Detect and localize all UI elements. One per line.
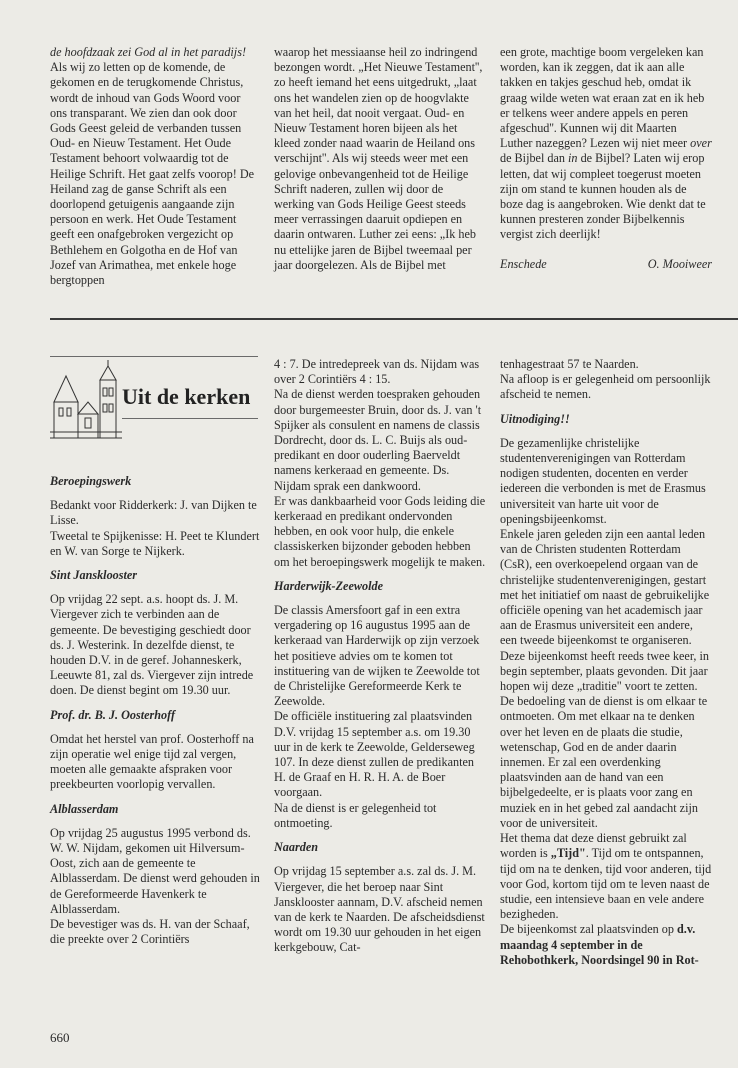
heading-sint-jansklooster: Sint Jansklooster <box>50 568 138 583</box>
italic-in: in <box>568 151 578 166</box>
section-logo <box>50 356 258 442</box>
top-col3-text-c: de Bijbel? Laten wij erop letten, dat wij compleet toegerust moeten zijn om stand te kunnen houden als de boze dag is aangebroken. Wie denkt dat te kunnen presteren zonder Bijbelkennis vergist zich deerlijk! <box>500 151 706 242</box>
paragraph: Omdat het herstel van prof. Oosterhoff na zijn operatie wel enige tijd zal vergen, moeten alle gemaakte afspraken voor preekbeurten voorlopig vervallen. <box>50 731 254 792</box>
signature-place: Enschede <box>500 256 547 271</box>
page-number: 660 <box>50 1030 70 1045</box>
church-icon <box>50 358 122 442</box>
paragraph: Er was dankbaarheid voor Gods leiding die kerkeraad en predikant ondervonden hebben, en ook voor hulp, die enkele classiskerken bijzonder geboden hebben om het beroepingswerk mogelijk te maken. <box>274 493 486 569</box>
top-col3-text-a: een grote, machtige boom vergeleken kan worden, kan ik zeggen, dat ik aan alle takken en takjes geschud heb, omdat ik graag wilde weten wat eraan zat en ik heb er telkens weer andere appels en peren afgeschud''. Kunnen wij dit Maarten Luther nazeggen? Lezen wij niet meer <box>500 45 705 151</box>
heading-harderwijk-zeewolde: Harderwijk-Zeewolde <box>274 578 383 593</box>
theme-text-rest: . Tijd om te ontspannen, tijd om na te denken, tijd voor anderen, tijd voor God, kortom tijd om te leven naast de studie, een intensieve baan en vele andere bezigheden. <box>500 846 712 922</box>
location-bold: d.v. maandag 4 september in de Rehobothkerk, Noordsingel 90 in Rot- <box>500 922 699 967</box>
paragraph: 4 : 7. De intredepreek van ds. Nijdam was over 2 Corintiërs 4 : 15. <box>274 357 480 387</box>
section-title: Uit de kerken <box>122 384 251 409</box>
paragraph: Enkele jaren geleden zijn een aantal leden van de Christen studenten Rotterdam (CsR), een overkoepelend orgaan van de christelijke studentenverenigingen, gestart met het initiatief om naast de gebruikelijke officiële opening van het academisch jaar aan de Erasmus universiteit een andere, een tweede bijeenkomst te organiseren. Deze bijeenkomst heeft reeds twee keer, in begin september, plaats gevonden. Dit jaar hopen wij deze „traditie" voort te zetten. <box>500 527 710 694</box>
kerken-column-1 <box>50 474 260 947</box>
signature-author: O. Mooiweer <box>647 256 712 271</box>
heading-naarden: Naarden <box>274 840 319 855</box>
paragraph: De classis Amersfoort gaf in een extra vergadering op 16 augustus 1995 aan de kerkeraad van Harderwijk op zijn verzoek het positieve advies om te komen tot instituering van de wijken te Zeewolde tot de Christelijke Gereformeerde Kerk te Zeewolde. <box>274 603 480 709</box>
kerken-column-3 <box>500 357 712 968</box>
heading-alblasserdam: Alblasserdam <box>50 801 119 816</box>
paragraph: tenhagestraat 57 te Naarden. <box>500 357 639 371</box>
logo-bottom-rule <box>122 418 258 419</box>
top-col1-text: Als wij zo letten op de komende, de gekomen en de terugkomende Christus, wordt de inhoud van Gods Woord voor ons transparant. We zien dan ook door Gods Geest geleid de verbanden tussen Oud- en Nieuw Testament. Het Oude Testament behoort volwaardig tot de Heilige Schrift. Het gaat zelfs voorop! De Heiland zag de ganse Schrift als een doorlopend getuigenis aangaande zijn persoon en werk. Het Oude Testament geeft een onafgebroken vergezicht op Bethlehem en Golgotha en de Hof van Jozef van Arimathea, met enkele hoge bergtoppen <box>50 60 255 288</box>
location-text: De bijeenkomst zal plaatsvinden op <box>500 922 678 937</box>
top-col3-text-b: de Bijbel dan <box>500 151 569 166</box>
theme-text: Het thema dat deze dienst gebruikt zal worden is <box>500 831 687 861</box>
paragraph: Op vrijdag 15 september a.s. zal ds. J. M. Viergever, die het beroep naar Sint Jansklooster aannam, D.V. afscheid nemen van de kerk te Naarden. De afscheidsdienst wordt om 19.30 uur gehouden in het eigen kerkgebouw, Cat- <box>274 864 485 955</box>
paragraph: De gezamenlijke christelijke studentenverenigingen van Rotterdam nodigen studenten, docenten en verder iedereen die verbonden is met de Erasmus universiteit van harte uit voor de openingsbijeenkomst. <box>500 435 706 526</box>
italic-over: over <box>690 136 712 151</box>
paragraph: Tweetal te Spijkenisse: H. Peet te Klundert en W. van Sorge te Nijkerk. <box>50 528 260 558</box>
paragraph: De bevestiger was ds. H. van der Schaaf, die preekte over 2 Corintiërs <box>50 917 250 947</box>
heading-oosterhoff: Prof. dr. B. J. Oosterhoff <box>50 707 176 722</box>
paragraph: De officiële instituering zal plaatsvinden D.V. vrijdag 15 september a.s. om 19.30 uur in de kerk te Zeewolde, Gelderseweg 107. In deze dienst zullen de predikanten H. de Graaf en H. R. H. A. de Boer voorgaan. <box>274 709 475 800</box>
heading-beroepingswerk: Beroepingswerk <box>50 474 132 488</box>
paragraph: Na afloop is er gelegenheid om persoonlijk afscheid te nemen. <box>500 372 711 402</box>
signature <box>500 257 712 272</box>
paragraph: De bedoeling van de dienst is om elkaar te ontmoeten. Om met elkaar na te denken over het leven en de plaats die studie, wetenschap, God en de ander daarin innemen. Er zal een overdenking plaatsvinden aan de hand van een bijbelgedeelte, er is plaats voor zang en muziek en in het gebed zal aandacht zijn voor de universiteit. <box>500 694 708 830</box>
theme-bold: „Tijd" <box>550 846 586 861</box>
section-divider <box>50 318 738 320</box>
paragraph: Na de dienst werden toespraken gehouden door burgemeester Bruin, door ds. J. van 't Spijker als consulent en namens de classis Dordrecht, door ds. L. C. Buijs als oud-predikant en door ouderling Baerveldt namens kerkeraad en gemeente. Ds. Nijdam sprak een dankwoord. <box>274 387 482 493</box>
paragraph: Bedankt voor Ridderkerk: J. van Dijken te Lisse. <box>50 498 257 528</box>
top-column-2 <box>274 45 486 273</box>
logo-top-rule <box>50 356 258 357</box>
paragraph: Na de dienst is er gelegenheid tot ontmoeting. <box>274 800 437 830</box>
top-column-1 <box>50 45 260 288</box>
paragraph: Op vrijdag 22 sept. a.s. hoopt ds. J. M. Viergever zich te verbinden aan de gemeente. De bevestiging geschiedt door ds. J. Westerink. In dezelfde dienst, te houden D.V. in de geref. Johanneskerk, Leeuwte 81, zal ds. Viergever zijn intrede doen. De dienst begint om 19.30 uur. <box>50 592 254 698</box>
top-col2-text: waarop het messiaanse heil zo indringend bezongen wordt. „Het Nieuwe Testament'', zo heeft iemand het eens uitgedrukt, „laat ons het wandelen zien op de hoogvlakte van het heil, dat nooit vergaat. Oud- en Nieuw Testament horen bijeen als het kleed zonder naad waarin de Heiland ons verschijnt''. Als wij steeds weer met een gelovige onbevangenheid tot de Heilige Schrift naderen, zullen wij door de werking van Gods Heilige Geest steeds meer verrassingen daaruit opdiepen en daarin ontwaren. Luther zei eens: „Ik heb nu ettelijke jaren de Bijbel tweemaal per jaar doorgelezen. Als de Bijbel met <box>274 45 483 272</box>
paragraph: Op vrijdag 25 augustus 1995 verbond ds. W. W. Nijdam, gekomen uit Hilversum-Oost, zich aan de gemeente te Alblasserdam. De dienst werd gehouden in de Gereformeerde Havenkerk te Alblasserdam. <box>50 825 260 916</box>
top-column-3 <box>500 45 712 272</box>
italic-lead: de hoofdzaak zei God al in het paradijs! <box>50 45 246 59</box>
heading-uitnodiging: Uitnodiging!! <box>500 411 570 426</box>
kerken-column-2 <box>274 357 486 956</box>
